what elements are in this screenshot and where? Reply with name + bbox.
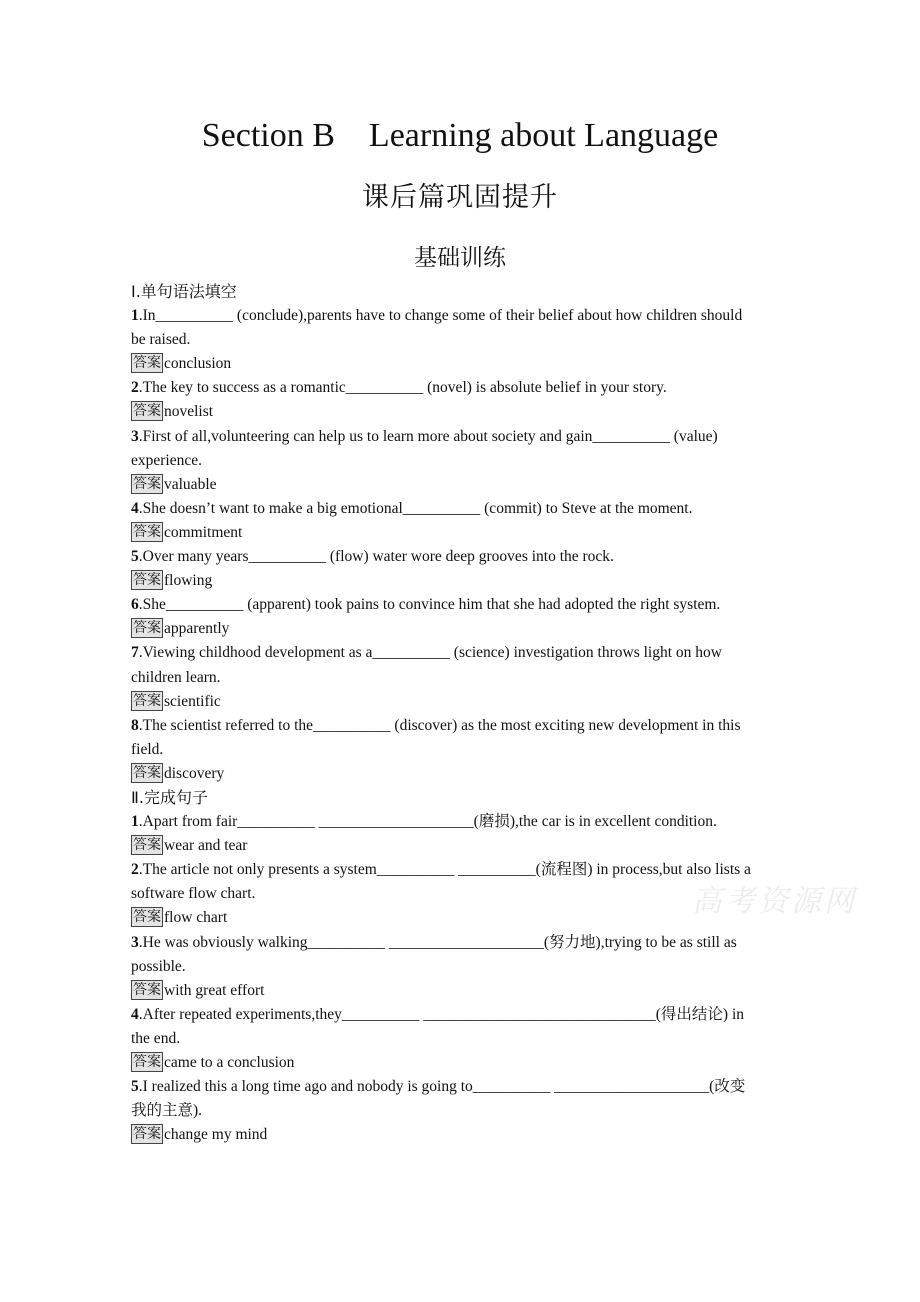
answer-text: apparently [164, 620, 230, 638]
question-text: experience. [131, 451, 202, 469]
question-text: possible. [131, 957, 186, 975]
question-line [131, 1003, 781, 1027]
section-heading: 基础训练 [414, 245, 506, 271]
answer-badge: 答案 [133, 403, 161, 420]
answer-line [131, 762, 781, 786]
answer-badge: 答案 [133, 981, 161, 998]
question-text: field. [131, 740, 164, 758]
question-line [131, 1027, 781, 1051]
question-text: .Over many years__________ (flow) water wore deep grooves into the rock. [138, 548, 614, 566]
answer-text: valuable [164, 475, 217, 493]
part2-question-list [131, 810, 781, 1147]
question-number: 6 [131, 596, 139, 614]
answer-text: discovery [164, 764, 225, 782]
answer-text: flow chart [164, 909, 228, 927]
answer-badge: 答案 [133, 523, 161, 540]
question-number: 4 [131, 499, 139, 517]
question-line [131, 1075, 781, 1099]
question-line [131, 425, 781, 449]
question-number: 1 [131, 307, 139, 325]
question-line [131, 714, 781, 738]
question-line [131, 738, 781, 762]
answer-line [131, 473, 781, 497]
answer-text: conclusion [164, 355, 232, 373]
question-text: .He was obviously walking__________ ____________________(努力地),trying to be as still as [138, 933, 737, 951]
answer-text: came to a conclusion [164, 1054, 295, 1071]
page-title: Section B Learning about Language [201, 117, 719, 154]
question-number: 3 [131, 933, 139, 951]
question-number: 5 [131, 548, 139, 566]
answer-badge: 答案 [133, 909, 161, 926]
answer-text: with great effort [164, 981, 265, 999]
answer-text: commitment [164, 523, 243, 541]
question-number: 8 [131, 716, 139, 734]
question-text: the end. [131, 1029, 181, 1047]
question-line [131, 1099, 781, 1123]
answer-line [131, 521, 781, 545]
question-number: 2 [131, 861, 139, 879]
question-number: 5 [131, 1078, 139, 1096]
answer-line [131, 979, 781, 1003]
part1-question-list [131, 304, 781, 786]
answer-text: change my mind [164, 1126, 268, 1144]
page-subtitle: 课后篇巩固提升 [362, 182, 558, 213]
answer-line [131, 569, 781, 593]
answer-line [131, 352, 781, 376]
answer-line [131, 1051, 781, 1075]
question-line [131, 641, 781, 665]
question-number: 4 [131, 1005, 139, 1023]
exercise-content [131, 280, 781, 1147]
question-text: be raised. [131, 331, 191, 349]
question-line [131, 931, 781, 955]
question-text: .She__________ (apparent) took pains to convince him that she had adopted the right system. [138, 596, 721, 614]
question-text: software flow chart. [131, 885, 256, 903]
question-text: children learn. [131, 668, 221, 686]
answer-line [131, 690, 781, 714]
question-line [131, 955, 781, 979]
question-text: .I realized this a long time ago and nobody is going to__________ ____________________(改变 [138, 1078, 746, 1096]
question-line [131, 328, 781, 352]
answer-badge: 答案 [133, 692, 161, 709]
answer-line [131, 834, 781, 858]
answer-line [131, 617, 781, 641]
question-number: 1 [131, 813, 139, 831]
question-line [131, 882, 781, 906]
question-text: .The key to success as a romantic__________ (novel) is absolute belief in your story. [138, 379, 667, 397]
answer-text: flowing [164, 572, 213, 590]
watermark-text: 高考资源网 [692, 885, 857, 918]
answer-badge: 答案 [133, 1126, 161, 1143]
question-line [131, 545, 781, 569]
answer-badge: 答案 [133, 620, 161, 637]
answer-text: wear and tear [164, 837, 248, 855]
question-text: .In__________ (conclude),parents have to change some of their belief about how children should [138, 307, 743, 325]
part1-title: Ⅰ.单句语法填空 [131, 282, 237, 301]
answer-badge: 答案 [133, 355, 161, 372]
answer-badge: 答案 [133, 764, 161, 781]
answer-text: novelist [164, 403, 214, 421]
question-number: 2 [131, 379, 139, 397]
question-line [131, 449, 781, 473]
part2-title: Ⅱ.完成句子 [131, 787, 208, 807]
question-line [131, 810, 781, 834]
question-number: 7 [131, 644, 139, 662]
question-line [131, 666, 781, 690]
answer-badge: 答案 [133, 572, 161, 589]
question-line [131, 858, 781, 882]
answer-line [131, 400, 781, 424]
answer-text: scientific [164, 692, 221, 710]
question-text: .Apart from fair__________ ____________________(磨损),the car is in excellent condition. [138, 813, 717, 831]
question-text: 我的主意). [131, 1102, 203, 1120]
answer-badge: 答案 [133, 475, 161, 492]
question-line [131, 593, 781, 617]
question-text: .Viewing childhood development as a__________ (science) investigation throws light on how [138, 644, 722, 662]
question-text: .She doesn’t want to make a big emotional__________ (commit) to Steve at the moment. [138, 499, 693, 517]
question-number: 3 [131, 427, 139, 445]
answer-badge: 答案 [133, 837, 161, 854]
answer-line [131, 906, 781, 930]
question-text: .The article not only presents a system__________ __________(流程图) in process,but also lists a [138, 861, 751, 879]
answer-badge: 答案 [133, 1054, 161, 1070]
question-line [131, 376, 781, 400]
question-text: .After repeated experiments,they__________ ______________________________(得出结论) in [138, 1005, 745, 1023]
question-text: .First of all,volunteering can help us to learn more about society and gain__________ (value) [138, 427, 718, 445]
question-line [131, 304, 781, 328]
answer-line [131, 1123, 781, 1147]
question-line [131, 497, 781, 521]
question-text: .The scientist referred to the__________ (discover) as the most exciting new development in this [138, 716, 741, 734]
